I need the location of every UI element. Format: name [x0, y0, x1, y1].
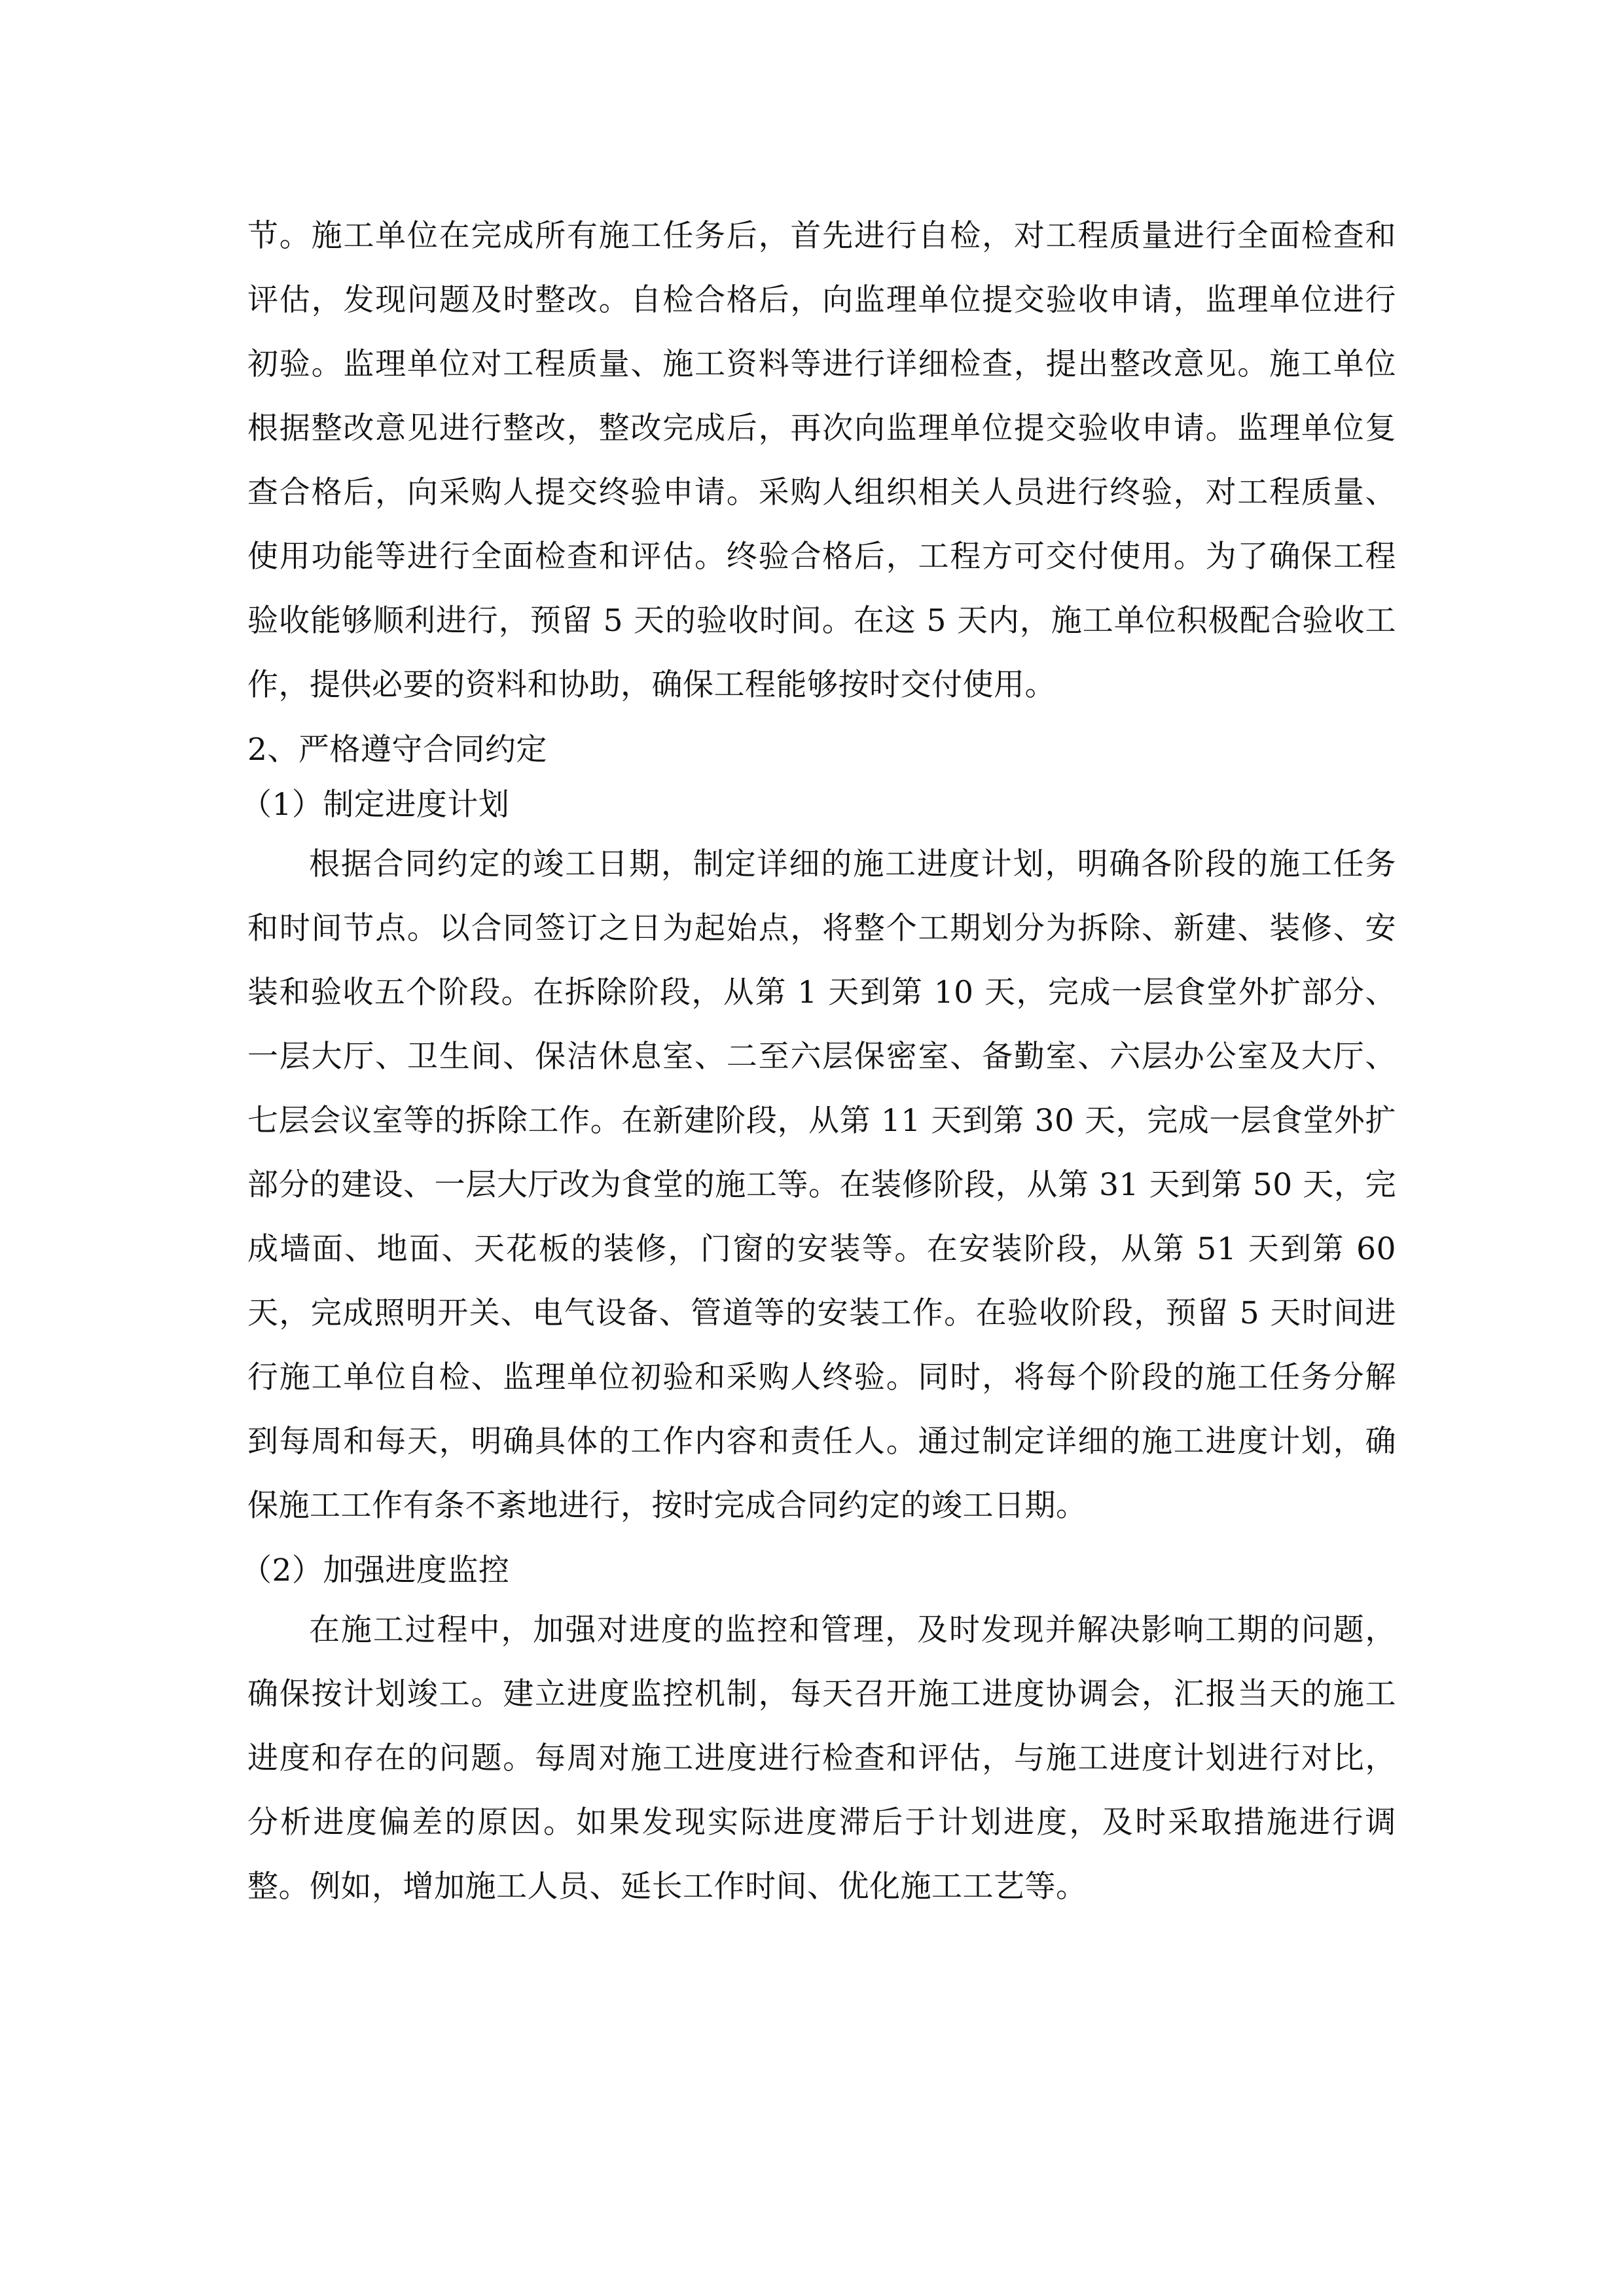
subheading-progress-plan: （1）制定进度计划 — [241, 787, 510, 823]
paragraph-progress-monitoring: 在施工过程中，加强对进度的监控和管理，及时发现并解决影响工期的问题，确保按计划竣工。建立进度监控机制，每天召开施工进度协调会，汇报当天的施工进度和存在的问题。每周对施工进度进行检查和评估，与施工进度计划进行对比，分析进度偏差的原因。如果发现实际进度滞后于计划进度，及时采取措施进行调整。例如，增加施工人员、延长工作时间、优化施工工艺等。 — [247, 1612, 1396, 1905]
section-heading-contract: 2、严格遵守合同约定 — [247, 732, 547, 768]
document-body — [241, 204, 1396, 1919]
subheading-progress-monitoring: （2）加强进度监控 — [241, 1552, 510, 1588]
paragraph-acceptance: 节。施工单位在完成所有施工任务后，首先进行自检，对工程质量进行全面检查和评估，发现问题及时整改。自检合格后，向监理单位提交验收申请，监理单位进行初验。监理单位对工程质量、施工资料等进行详细检查，提出整改意见。施工单位根据整改意见进行整改，整改完成后，再次向监理单位提交验收申请。监理单位复查合格后，向采购人提交终验申请。采购人组织相关人员进行终验，对工程质量、使用功能等进行全面检查和评估。终验合格后，工程方可交付使用。为了确保工程验收能够顺利进行，预留 5 天的验收时间。在这 5 天内，施工单位积极配合验收工作，提供必要的资料和协助，确保工程能够按时交付使用。 — [247, 218, 1396, 703]
paragraph-progress-plan: 根据合同约定的竣工日期，制定详细的施工进度计划，明确各阶段的施工任务和时间节点。以合同签订之日为起始点，将整个工期划分为拆除、新建、装修、安装和验收五个阶段。在拆除阶段，从第 1 天到第 10 天，完成一层食堂外扩部分、一层大厅、卫生间、保洁休息室、二至六层保密室、备勤室、六层办公室及大厅、七层会议室等的拆除工作。在新建阶段，从第 11 天到第 30 天，完成一层食堂外扩部分的建设、一层大厅改为食堂的施工等。在装修阶段，从第 31 天到第 50 天，完成墙面、地面、天花板的装修，门窗的安装等。在安装阶段，从第 51 天到第 60 天，完成照明开关、电气设备、管道等的安装工作。在验收阶段，预留 5 天时间进行施工单位自检、监理单位初验和采购人终验。同时，将每个阶段的施工任务分解到每周和每天，明确具体的工作内容和责任人。通过制定详细的施工进度计划，确保施工工作有条不紊地进行，按时完成合同约定的竣工日期。 — [247, 846, 1396, 1524]
